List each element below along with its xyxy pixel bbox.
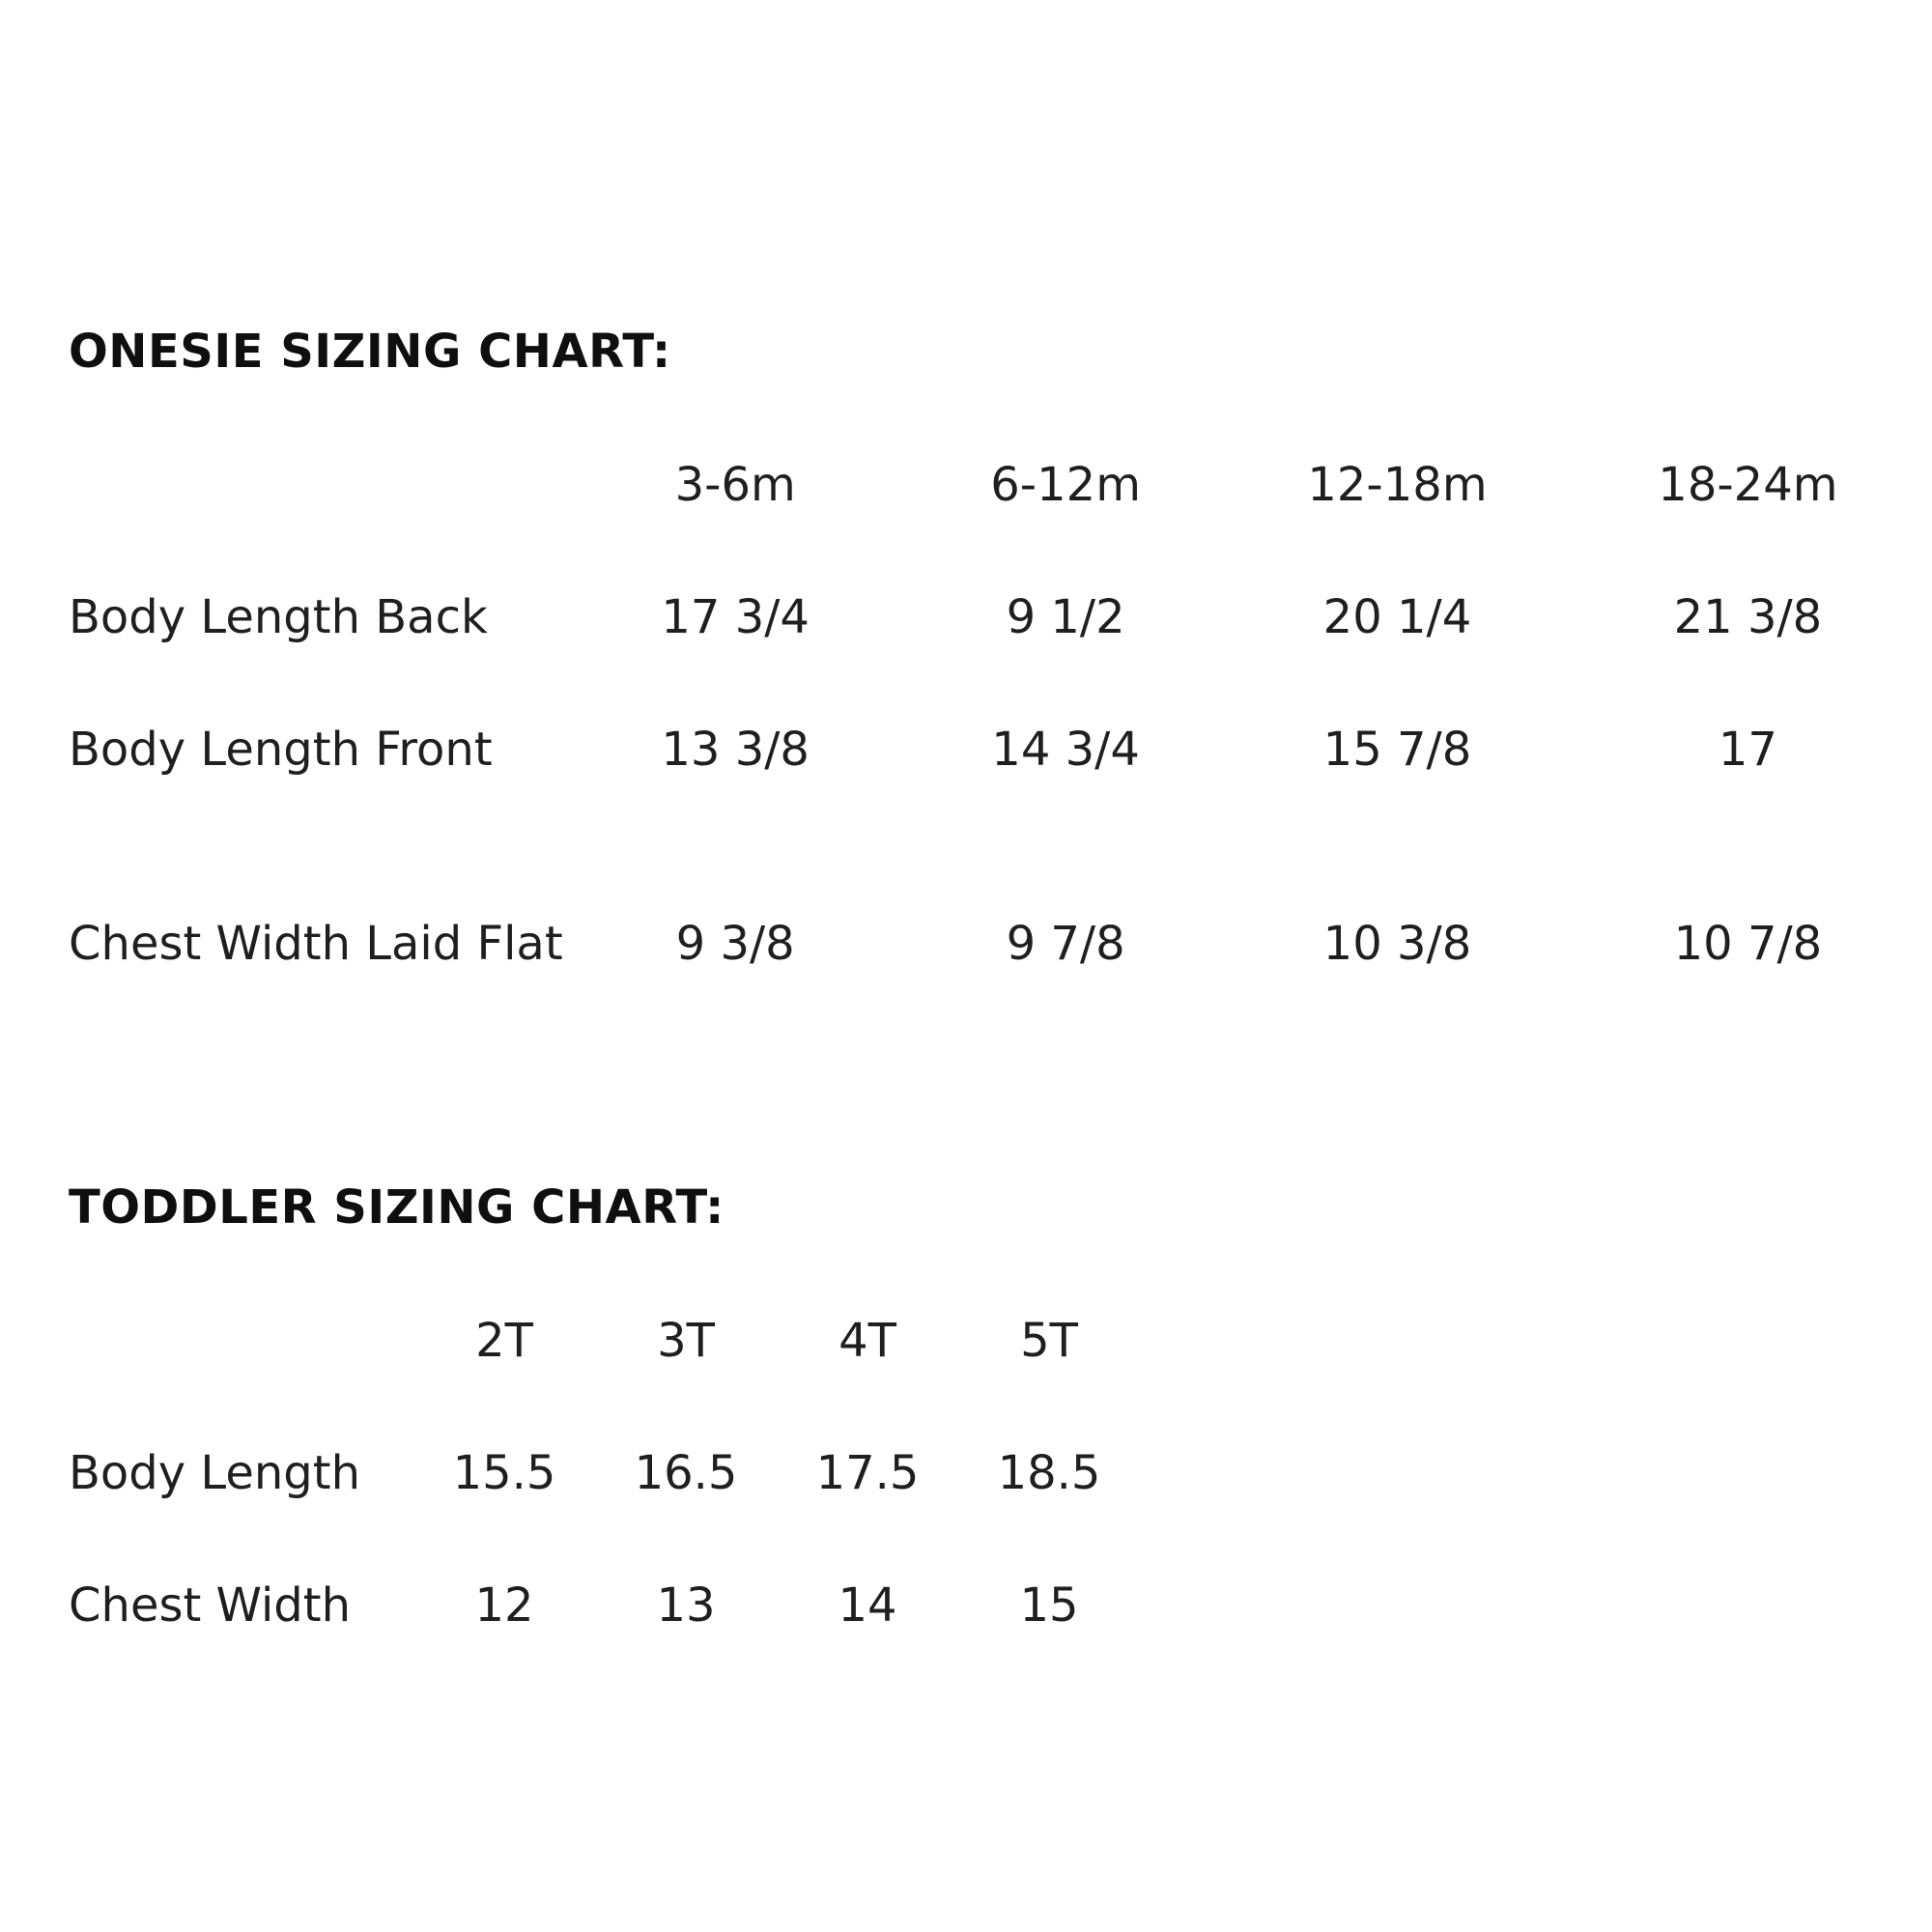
toddler-header-row <box>69 1274 1140 1406</box>
toddler-row-chest-width <box>69 1539 1140 1671</box>
onesie-sizing-table <box>69 418 1932 1009</box>
toddler-column-header-5t: 5T <box>1020 1313 1078 1368</box>
toddler-column-header-3t: 3T <box>657 1313 715 1368</box>
toddler-row-body-length <box>69 1406 1140 1539</box>
cell-value: 9 3/8 <box>675 916 795 971</box>
cell-value: 18.5 <box>997 1445 1101 1500</box>
cell-value: 13 <box>656 1577 716 1633</box>
spacer-cell <box>69 815 1932 877</box>
empty-corner-cell <box>69 418 570 551</box>
cell-value: 10 7/8 <box>1673 916 1823 971</box>
toddler-sizing-table <box>69 1274 1140 1671</box>
onesie-chart-title: ONESIE SIZING CHART: <box>69 325 671 379</box>
row-label: Chest Width <box>69 1577 352 1633</box>
cell-value: 21 3/8 <box>1673 589 1823 644</box>
cell-value: 9 1/2 <box>1006 589 1125 644</box>
cell-value: 17.5 <box>815 1445 920 1500</box>
row-label: Body Length <box>69 1445 360 1500</box>
cell-value: 15 <box>1019 1577 1079 1633</box>
cell-value: 14 <box>838 1577 897 1633</box>
cell-value: 17 3/4 <box>661 589 810 644</box>
cell-value: 14 3/4 <box>991 722 1140 777</box>
toddler-column-header-2t: 2T <box>475 1313 533 1368</box>
onesie-row-body-length-front <box>69 683 1932 815</box>
cell-value: 17 <box>1718 722 1777 777</box>
onesie-column-header-6-12m: 6-12m <box>990 457 1141 512</box>
cell-value: 16.5 <box>634 1445 738 1500</box>
onesie-row-chest-width-laid-flat <box>69 877 1932 1009</box>
onesie-row-body-length-back <box>69 551 1932 683</box>
toddler-chart-title: TODDLER SIZING CHART: <box>69 1180 724 1235</box>
cell-value: 13 3/8 <box>661 722 810 777</box>
row-label: Body Length Front <box>69 722 493 777</box>
cell-value: 10 3/8 <box>1322 916 1472 971</box>
row-label: Body Length Back <box>69 589 488 644</box>
onesie-column-header-12-18m: 12-18m <box>1307 457 1488 512</box>
empty-corner-cell <box>69 1274 413 1406</box>
onesie-column-header-3-6m: 3-6m <box>674 457 796 512</box>
cell-value: 9 7/8 <box>1006 916 1125 971</box>
row-label: Chest Width Laid Flat <box>69 916 563 971</box>
cell-value: 15 7/8 <box>1322 722 1472 777</box>
spacer-row <box>69 815 1932 877</box>
cell-value: 15.5 <box>452 1445 556 1500</box>
cell-value: 12 <box>474 1577 534 1633</box>
toddler-column-header-4t: 4T <box>838 1313 896 1368</box>
cell-value: 20 1/4 <box>1322 589 1472 644</box>
onesie-header-row <box>69 418 1932 551</box>
onesie-column-header-18-24m: 18-24m <box>1658 457 1838 512</box>
